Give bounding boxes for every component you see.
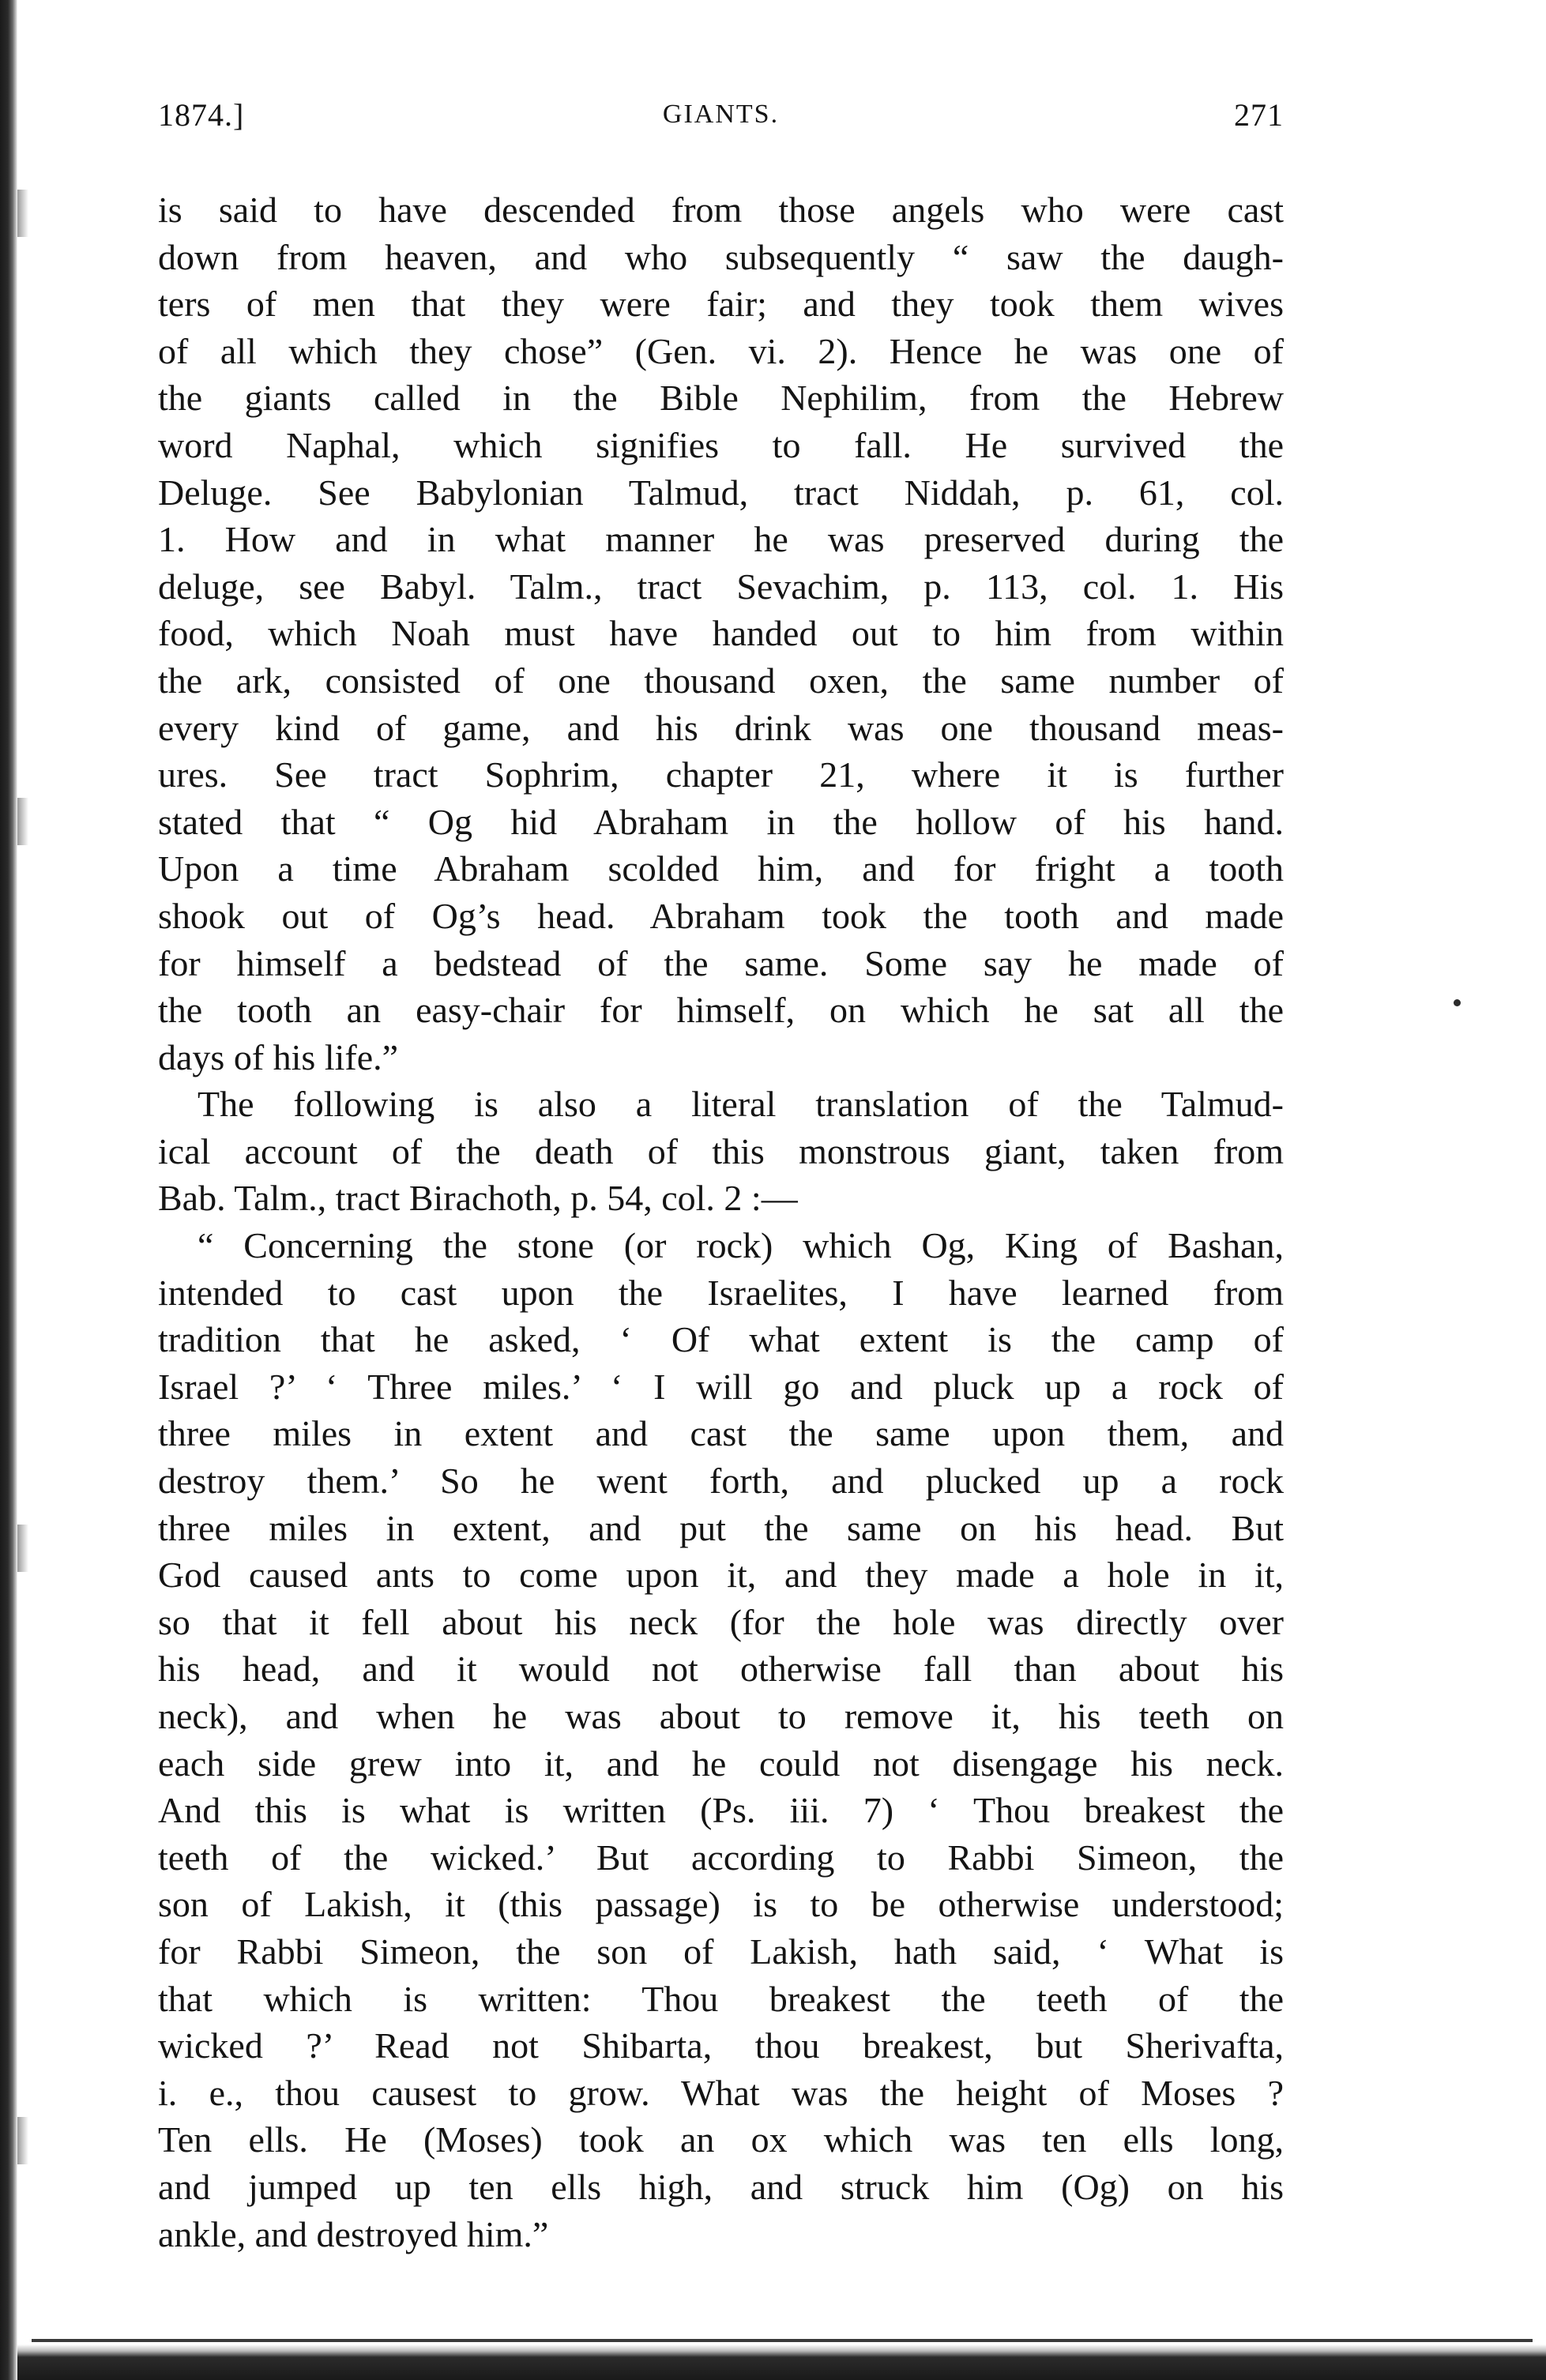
binding-shadow [17, 798, 28, 845]
text-line: for Rabbi Simeon, the son of Lakish, hath said, ‘ What is [158, 1931, 1284, 1972]
quote-start: “ Concerning the stone (or rock) which Og, King of Bashan, [197, 1225, 1284, 1266]
text-line: three miles in extent, and put the same on his head. But [158, 1507, 1284, 1548]
text-line: every kind of game, and his drink was one thousand meas- [158, 707, 1284, 748]
text-line: intended to cast upon the Israelites, I have learned from [158, 1272, 1284, 1313]
binding-shadow [17, 190, 28, 237]
text-line: ankle, and destroyed him.” [158, 2213, 549, 2254]
text-line: deluge, see Babyl. Talm., tract Sevachim, p. 113, col. 1. His [158, 566, 1284, 607]
text-line: Deluge. See Babylonian Talmud, tract Niddah, p. 61, col. [158, 472, 1284, 513]
text-line: days of his life.” [158, 1036, 399, 1077]
ink-speck [1454, 999, 1461, 1006]
text-line: Ten ells. He (Moses) took an ox which was ten ells long, [158, 2119, 1284, 2160]
text-line: wicked ?’ Read not Shibarta, thou breakest, but Sherivafta, [158, 2025, 1284, 2066]
text-line: the ark, consisted of one thousand oxen, the same number of [158, 660, 1284, 701]
binding-edge [0, 0, 17, 2380]
header-title: GIANTS. [662, 100, 780, 129]
text-line: shook out of Og’s head. Abraham took the tooth and made [158, 895, 1284, 936]
text-line: word Naphal, which signifies to fall. He survived the [158, 424, 1284, 465]
bottom-rule [32, 2339, 1533, 2342]
text-line: stated that “ Og hid Abraham in the hollow of his hand. [158, 801, 1284, 842]
text-line: for himself a bedstead of the same. Some say he made of [158, 942, 1284, 983]
text-line: destroy them.’ So he went forth, and plucked up a rock [158, 1461, 1284, 1502]
text-line: son of Lakish, it (this passage) is to be otherwise understood; [158, 1884, 1284, 1925]
text-line: three miles in extent and cast the same upon them, and [158, 1413, 1284, 1454]
text-line: And this is what is written (Ps. iii. 7) ‘ Thou breakest the [158, 1790, 1284, 1831]
text-line: that which is written: Thou breakest the teeth of the [158, 1978, 1284, 2019]
text-line: tradition that he asked, ‘ Of what extent is the camp of [158, 1319, 1284, 1360]
scan-bottom-edge [17, 2344, 1546, 2380]
text-line: the giants called in the Bible Nephilim, from the Hebrew [158, 378, 1284, 419]
text-line: God caused ants to come upon it, and they made a hole in it, [158, 1555, 1284, 1596]
text-line: 1. How and in what manner he was preserved during the [158, 519, 1284, 560]
binding-shadow [17, 2117, 28, 2164]
text-line: neck), and when he was about to remove it, his teeth on [158, 1696, 1284, 1736]
text-line: ures. See tract Sophrim, chapter 21, where it is further [158, 754, 1284, 795]
text-line: Israel ?’ ‘ Three miles.’ ‘ I will go and pluck up a rock of [158, 1366, 1284, 1407]
text-line: Bab. Talm., tract Birachoth, p. 54, col. 2 :— [158, 1178, 798, 1219]
text-line: the tooth an easy-chair for himself, on which he sat all the [158, 990, 1284, 1031]
text-line: each side grew into it, and he could not disengage his neck. [158, 1743, 1284, 1784]
text-line: Upon a time Abraham scolded him, and for fright a tooth [158, 848, 1284, 889]
text-line: food, which Noah must have handed out to him from within [158, 613, 1284, 654]
text-line: teeth of the wicked.’ But according to Rabbi Simeon, the [158, 1837, 1284, 1878]
paragraph-start: The following is also a literal translation of the Talmud- [197, 1084, 1284, 1125]
binding-shadow [17, 1525, 28, 1572]
text-line: ical account of the death of this monstrous giant, taken from [158, 1130, 1284, 1171]
text-line: of all which they chose” (Gen. vi. 2). Hence he was one of [158, 330, 1284, 371]
text-line: down from heaven, and who subsequently “ saw the daugh- [158, 236, 1284, 277]
page-number: 271 [1234, 97, 1284, 133]
header-year: 1874.] [158, 97, 245, 133]
text-line: and jumped up ten ells high, and struck him (Og) on his [158, 2166, 1284, 2207]
text-line: i. e., thou causest to grow. What was the height of Moses ? [158, 2072, 1284, 2113]
running-head [158, 96, 1284, 144]
text-line: is said to have descended from those angels who were cast [158, 190, 1284, 230]
text-line: so that it fell about his neck (for the hole was directly over [158, 1601, 1284, 1642]
text-line: his head, and it would not otherwise fall than about his [158, 1649, 1284, 1690]
body-text [158, 186, 1284, 2258]
text-line: ters of men that they were fair; and they took them wives [158, 284, 1284, 325]
